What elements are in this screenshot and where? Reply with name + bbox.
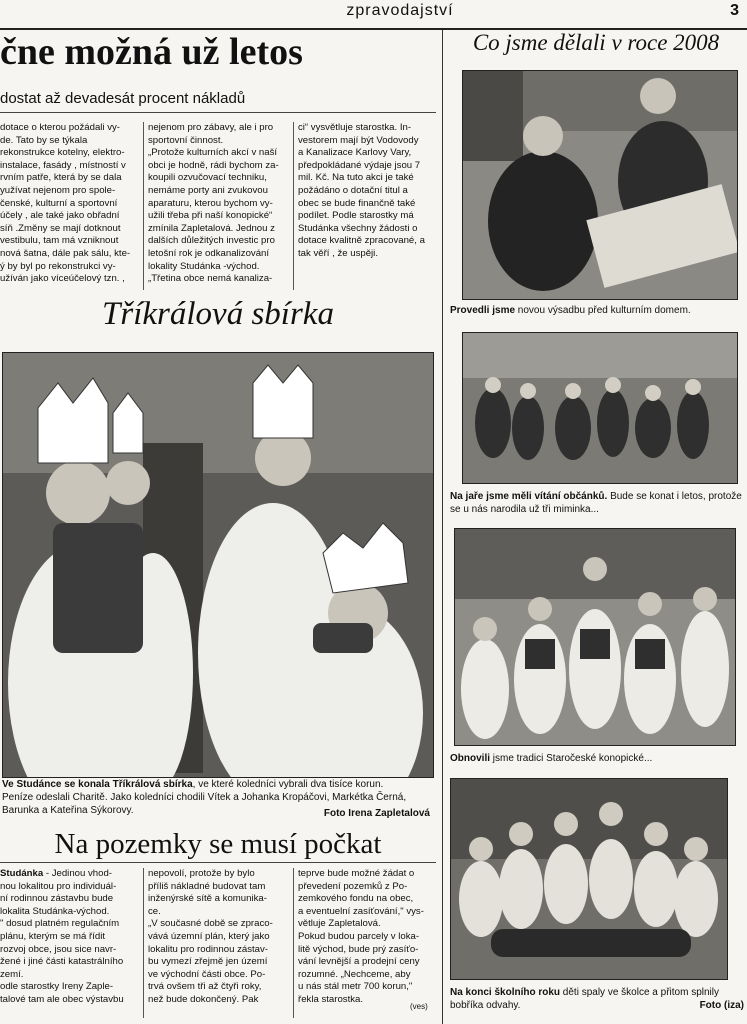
planting-photo <box>462 70 738 300</box>
section-label: zpravodajství <box>346 2 454 19</box>
divider <box>0 862 436 863</box>
caption-bold: Ve Studánce se konala Tříkrálová sbírka <box>2 779 193 790</box>
article1-column-2: nejenom pro zábavy, ale i pro sportovní činnost. „Protože kulturních akcí v naší obci je hodně, rádi bychom za- koupili ozvučovací techniku, nemáme porty ani zvukovou aparaturu, kterou bychom vy- užili třeba při naší konopické“ zmínila Zapletalová. Jednou z dalších důležitých investic pro letošní rok je odkanalizování lokality Studánka -východ. „Třetina obce nemá kanaliza- <box>148 122 279 285</box>
caption-2-bold: Na jaře jsme měli vítání občánků. <box>450 491 608 502</box>
caption-3-bold: Obnovili <box>450 753 490 764</box>
caption-1-text: novou výsadbu před kulturním domem. <box>515 305 691 316</box>
photo-caption-3 <box>450 752 744 765</box>
article3-headline: Na pozemky se musí počkat <box>54 828 382 860</box>
caption-4-bold: Na konci školního roku <box>450 987 561 998</box>
article3-column-3: teprve bude možné žádat o převedení pozemků z Po- zemkového fondu na obec, a eventuelní zasíťování," vys- větluje Zapletalová. Pokud budou parcely v loka- litě východ, bude prý zasíťo- vání levnější a prodejní ceny rozumné. „Nechceme, aby u nás stál metr 700 korun," řekla starostka. <box>298 868 424 1005</box>
photo-caption-4 <box>450 986 744 1012</box>
article1-headline: čne možná už letos <box>0 31 303 73</box>
column-divider <box>293 122 294 290</box>
article1-column-1: dotace o kterou požádali vy- de. Tato by se týkala rekonstrukce kotelny, elektro- instalace, fasády , místností v rvním patře, která by se dala yužívat nejenom pro spole- čenské, kulturní a sportovní účely , ale také jako obřadní síň .Změny se mají dotknout vestibulu, tam má vzniknout nová šatna, dále pak sálu, kte- ý by byl po rekonstrukci vy- užíván jako víceúčelový tzn. , <box>0 122 131 285</box>
article3-signature: (ves) <box>410 1002 428 1011</box>
article3-column-2: nepovolí, protože by bylo příliš nákladné budovat tam inženýrské sítě a komunika- ce. „V současné době se zpraco- vává územní plán, který jako lokalitu pro rodinnou zástav- bu vymezí zřejmě jen území ve východní části obce. Po- trvá ovšem tři až čtyři roky, než bude dokončený. Pak <box>148 868 273 1005</box>
column-divider <box>293 868 294 1018</box>
article1-column-3: ci“ vysvětluje starostka. In- vestorem mají být Vodovody a Kanalizace Karlovy Vary, předpokládané výdaje jsou 7 mil. Kč. Na tuto akci je také požádáno o dotační titul a obec se bude finančně také podílet. Podle starostky má Studánka všechny žádosti o dotace kvalitně zpracované, a tak věří , že uspěji. <box>298 122 425 259</box>
konopicka-photo <box>454 528 736 746</box>
photo-caption-2 <box>450 490 744 516</box>
article3-column-1-text: - Jedinou vhod- nou lokalitou pro individuál- ní rodinnou zástavbu bude lokalita Studánka-východ. " dosud platném regulačním plánu, kterým se má řídit rozvoj obce, jsou sice navr- žené i jiné části katastrálního zemí. odle starostky Ireny Zaple- talové tam ale obec výstavbu <box>0 868 124 1005</box>
divider <box>0 112 436 113</box>
caption-4-text: děti spaly ve školce a přitom splnily bobříka odvahy. <box>450 987 719 1011</box>
caption-text: , ve které koledníci vybrali dva tisíce korun. Peníze odeslali Charitě. Jako koledníci chodili Vítek a Johanka Kropáčovi, Markétka Černá, Barunka a Kateřina Sýkorovy. <box>2 779 407 816</box>
carolers-photo <box>2 352 434 778</box>
kindergarten-photo <box>450 778 728 980</box>
article2-title: Tříkrálová sbírka <box>102 296 334 332</box>
sidebar-divider <box>442 30 443 1024</box>
article1-subheadline: dostat až devadesát procent nákladů <box>0 90 246 107</box>
article3-lead: Studánka <box>0 868 44 879</box>
page-number: 3 <box>730 2 739 19</box>
sidebar-title: Co jsme dělali v roce 2008 <box>472 30 720 55</box>
caption-4-credit: Foto (iza) <box>699 1000 744 1011</box>
photo-caption-1 <box>450 304 744 317</box>
caption-3-text: jsme tradici Staročeské konopické... <box>490 753 653 764</box>
caption-2-text: Bude se konat i letos, protože se u nás narodila už tři miminka... <box>450 491 742 515</box>
column-divider <box>143 868 144 1018</box>
article3-column-1 <box>0 868 138 1024</box>
caption-1-bold: Provedli jsme <box>450 305 516 316</box>
photo-credit: Foto Irena Zapletalová <box>323 808 430 819</box>
welcoming-photo <box>462 332 738 484</box>
column-divider <box>143 122 144 290</box>
